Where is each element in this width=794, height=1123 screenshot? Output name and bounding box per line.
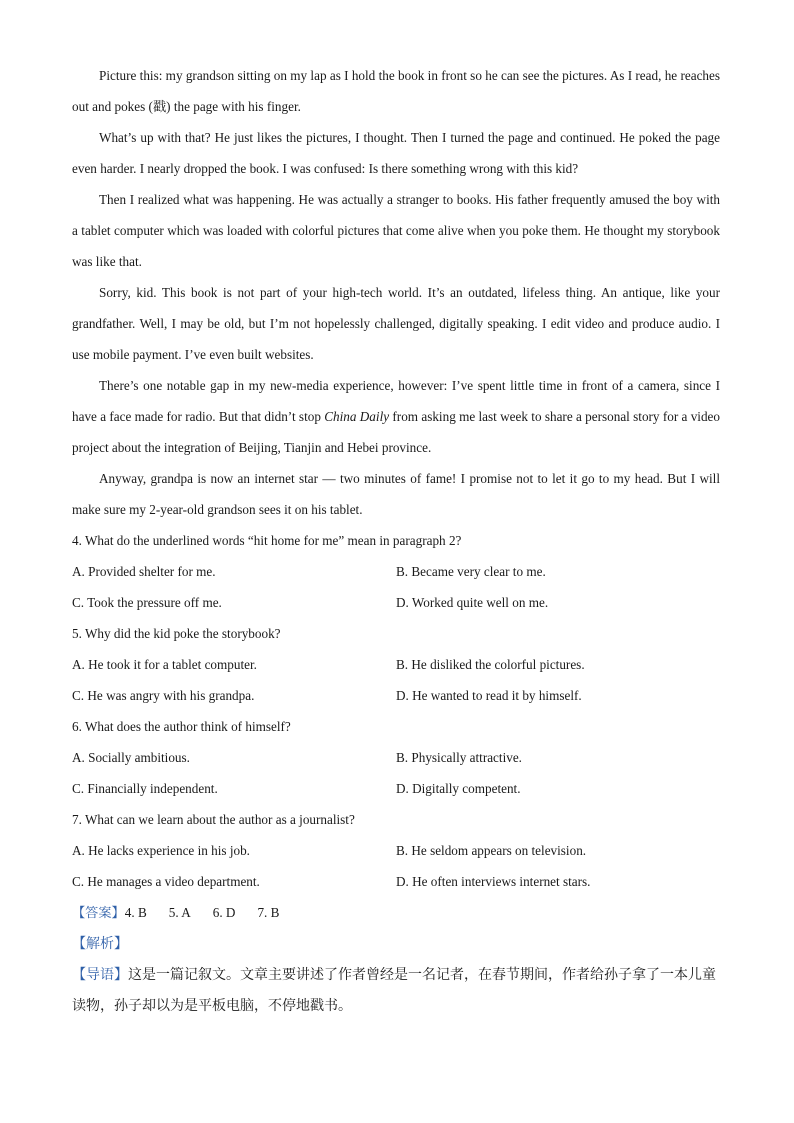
question-stem: 7. What can we learn about the author as a journalist? xyxy=(72,812,355,827)
passage-paragraph-3: Then I realized what was happening. He was actually a stranger to books. His father frequently amused the boy with a tablet computer which was loaded with colorful pictures that come alive when you poke them. He thought my storybook was like that. xyxy=(72,192,720,269)
newspaper-name: China Daily xyxy=(324,409,390,424)
question-7 xyxy=(72,804,720,897)
question-5 xyxy=(72,618,720,711)
option-a: A. He lacks experience in his job. xyxy=(72,843,250,858)
option-c: C. Financially independent. xyxy=(72,781,218,796)
question-6 xyxy=(72,711,720,804)
passage-paragraph-4: Sorry, kid. This book is not part of your high-tech world. It’s an outdated, lifeless thing. An antique, like your grandfather. Well, I may be old, but I’m not hopelessly challenged, digitally speaking. I edit video and produce audio. I use mobile payment. I’ve even built websites. xyxy=(72,285,720,362)
question-4 xyxy=(72,525,720,618)
passage-paragraph-5 xyxy=(72,370,720,463)
analysis-heading xyxy=(72,929,720,960)
p5-text-before: There’s one notable gap in my new-media experience, however: I’ve spent little time in front of a camera, since I have a face made for radio. But that didn’t stop xyxy=(72,378,720,424)
option-d: D. He often interviews internet stars. xyxy=(396,874,591,889)
answer-value: 7. B xyxy=(257,905,280,920)
option-b: B. He seldom appears on television. xyxy=(396,843,587,858)
passage-paragraph-1: Picture this: my grandson sitting on my lap as I hold the book in front so he can see the pictures. As I read, he reaches out and pokes (戳) the page with his finger. xyxy=(72,68,720,114)
answer-value: 5. A xyxy=(168,905,191,920)
option-d: D. He wanted to read it by himself. xyxy=(396,688,582,703)
document-page xyxy=(72,60,720,1022)
answer-line xyxy=(72,897,720,929)
option-b: B. Became very clear to me. xyxy=(396,564,546,579)
answer-tag: 【答案】 xyxy=(72,906,125,921)
guide-paragraph xyxy=(72,960,720,1022)
option-c: C. He manages a video department. xyxy=(72,874,260,889)
option-b: B. He disliked the colorful pictures. xyxy=(396,657,585,672)
guide-text: 这是一篇记叙文。文章主要讲述了作者曾经是一名记者，在春节期间，作者给孙子拿了一本儿童读物，孙子却以为是平板电脑，不停地戳书。 xyxy=(72,967,716,1014)
question-stem: 5. Why did the kid poke the storybook? xyxy=(72,626,281,641)
option-c: C. He was angry with his grandpa. xyxy=(72,688,255,703)
answer-value: 4. B xyxy=(124,905,147,920)
option-b: B. Physically attractive. xyxy=(396,750,522,765)
answer-value: 6. D xyxy=(212,905,236,920)
p5-text-after: from asking me last week to share a personal story for a video project about the integration of Beijing, Tianjin and Hebei province. xyxy=(72,409,720,455)
guide-tag: 【导语】 xyxy=(72,967,128,983)
question-stem: 4. What do the underlined words “hit home for me” mean in paragraph 2? xyxy=(72,533,462,548)
passage-paragraph-2: What’s up with that? He just likes the pictures, I thought. Then I turned the page and continued. He poked the page even harder. I nearly dropped the book. I was confused: Is there something wrong with this kid? xyxy=(72,130,720,176)
option-a: A. He took it for a tablet computer. xyxy=(72,657,257,672)
option-d: D. Worked quite well on me. xyxy=(396,595,549,610)
option-a: A. Provided shelter for me. xyxy=(72,564,216,579)
option-d: D. Digitally competent. xyxy=(396,781,521,796)
option-a: A. Socially ambitious. xyxy=(72,750,190,765)
option-c: C. Took the pressure off me. xyxy=(72,595,222,610)
analysis-tag: 【解析】 xyxy=(72,936,128,952)
passage-paragraph-6: Anyway, grandpa is now an internet star — two minutes of fame! I promise not to let it go to my head. But I will make sure my 2-year-old grandson sees it on his tablet. xyxy=(72,471,720,517)
question-stem: 6. What does the author think of himself? xyxy=(72,719,291,734)
